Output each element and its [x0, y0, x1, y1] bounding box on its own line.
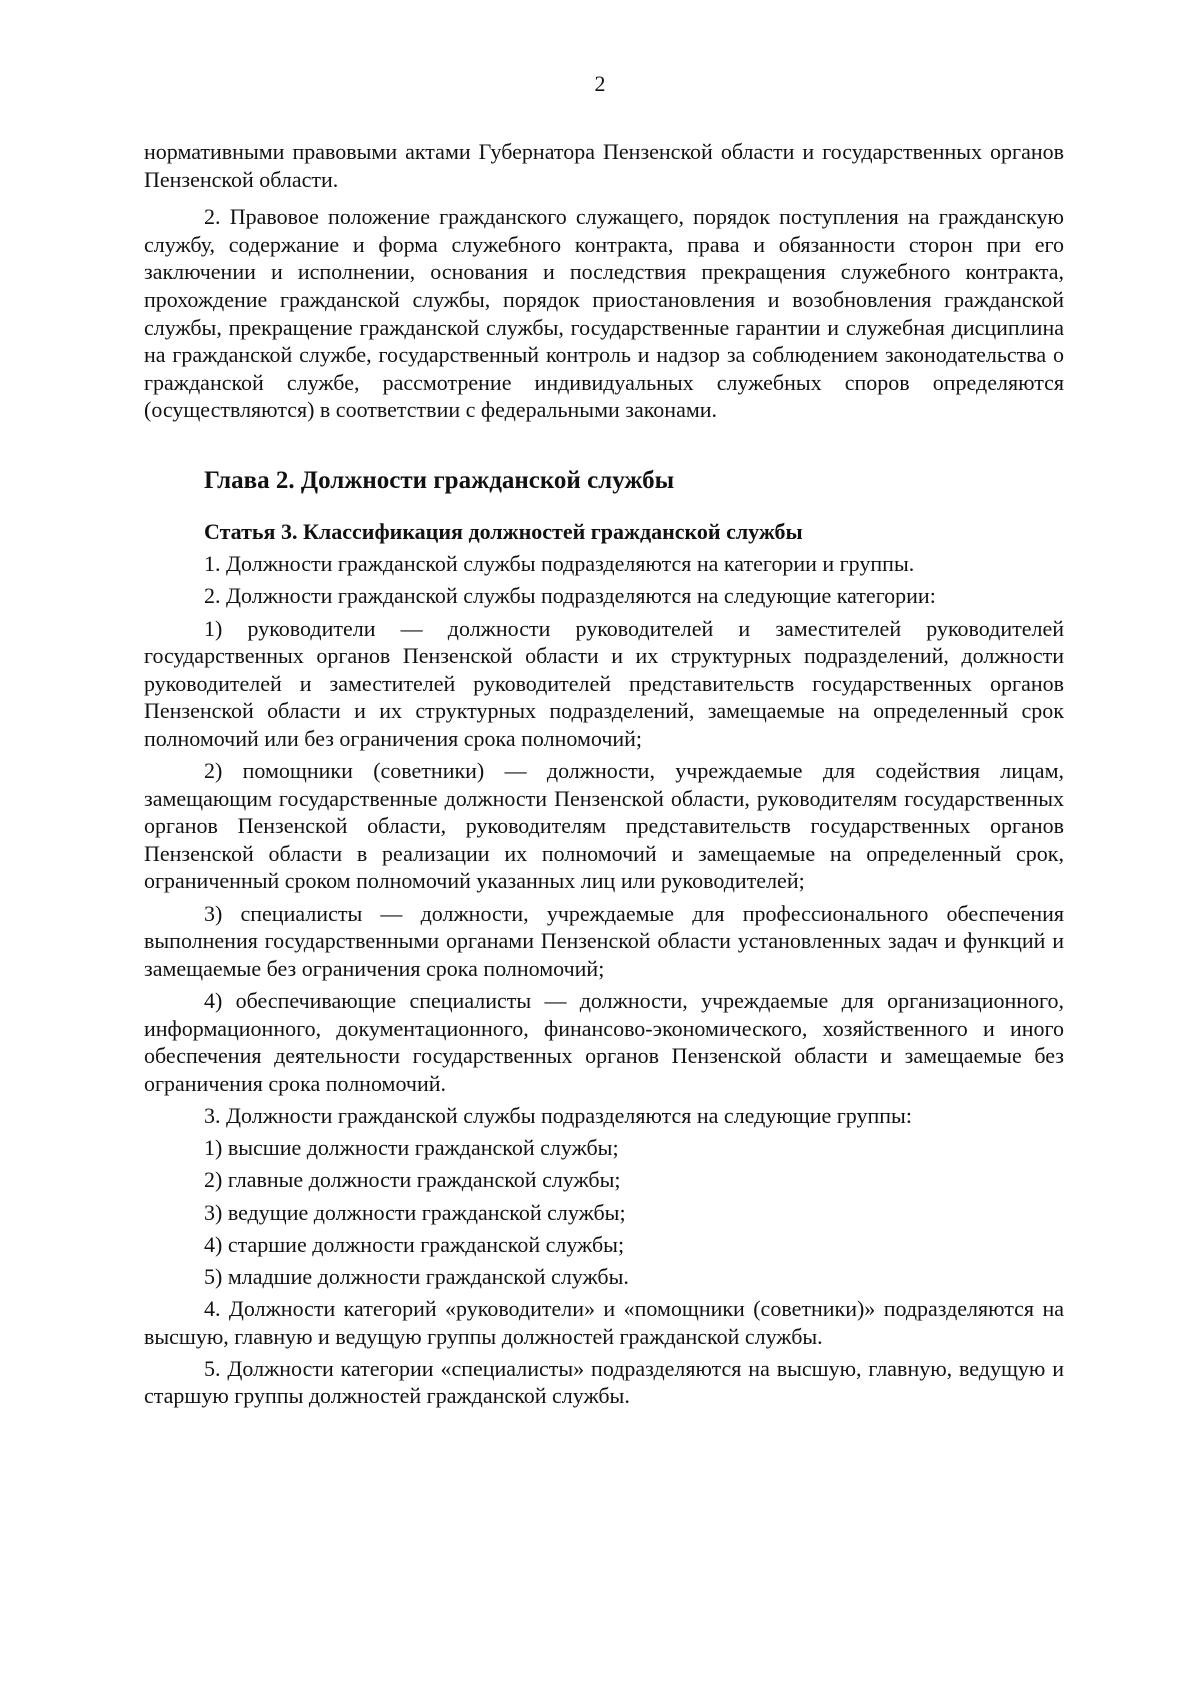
- clause-3: 3. Должности гражданской службы подразделяются на следующие группы:: [204, 1102, 912, 1128]
- document-body: [144, 138, 1064, 1410]
- clause-3-item-5: 5) младшие должности гражданской службы.: [204, 1263, 629, 1289]
- clause-2-item-2: 2) помощники (советники) — должности, учреждаемые для содействия лицам, замещающим государственные должности Пензенской области, руководителям государственных органов Пензенской области, руководителям представительств государственных органов Пензенской области в реализации их полномочий и замещаемые на определенный срок, ограниченный сроком полномочий указанных лиц или руководителей;: [144, 758, 1064, 894]
- chapter-title: Глава 2. Должности гражданской службы: [204, 466, 675, 494]
- clause-3-item-3: 3) ведущие должности гражданской службы;: [204, 1199, 626, 1225]
- paragraph-legal-status: 2. Правовое положение гражданского служащего, порядок поступления на гражданскую службу, содержание и форма служебного контракта, права и обязанности сторон при его заключении и исполнении, основания и последствия прекращения служебного контракта, прохождение гражданской службы, порядок приостановления и возобновления гражданской службы, прекращение гражданской службы, государственные гарантии и служебная дисциплина на гражданской службе, государственный контроль и надзор за соблюдением законодательства о гражданской службе, рассмотрение индивидуальных служебных споров определяются (осуществляются) в соответствии с федеральными законами.: [144, 204, 1064, 423]
- clause-5: 5. Должности категории «специалисты» подразделяются на высшую, главную, ведущую и старшую группы должностей гражданской службы.: [144, 1355, 1064, 1409]
- paragraph-continuation: нормативными правовыми актами Губернатора Пензенской области и государственных органов Пензенской области.: [144, 139, 1064, 192]
- clause-3-item-1: 1) высшие должности гражданской службы;: [204, 1135, 619, 1161]
- clause-2-item-4: 4) обеспечивающие специалисты — должности, учреждаемые для организационного, информационного, документационного, финансово-экономического, хозяйственного и иного обеспечения деятельности государственных органов Пензенской области и замещаемые без ограничения срока полномочий.: [144, 988, 1064, 1096]
- clause-2-item-3: 3) специалисты — должности, учреждаемые для профессионального обеспечения выполнения государственными органами Пензенской области установленных задач и функций и замещаемые без ограничения срока полномочий;: [144, 900, 1064, 981]
- clause-3-item-4: 4) старшие должности гражданской службы;: [204, 1231, 625, 1257]
- clause-2: 2. Должности гражданской службы подразделяются на следующие категории:: [204, 583, 936, 609]
- clause-2-item-1: 1) руководители — должности руководителей и заместителей руководителей государственных органов Пензенской области и их структурных подразделений, должности руководителей и заместителей руководителей представительств государственных органов Пензенской области и их структурных подразделений, замещаемые на определенный срок полномочий или без ограничения срока полномочий;: [144, 615, 1064, 751]
- page-number: 2: [594, 71, 606, 96]
- clause-1: 1. Должности гражданской службы подразделяются на категории и группы.: [204, 551, 915, 577]
- clause-4: 4. Должности категорий «руководители» и «помощники (советники)» подразделяются на высшую, главную и ведущую группы должностей гражданской службы.: [144, 1296, 1064, 1349]
- article-title: Статья 3. Классификация должностей гражданской службы: [204, 518, 803, 544]
- clause-3-item-2: 2) главные должности гражданской службы;: [204, 1167, 621, 1193]
